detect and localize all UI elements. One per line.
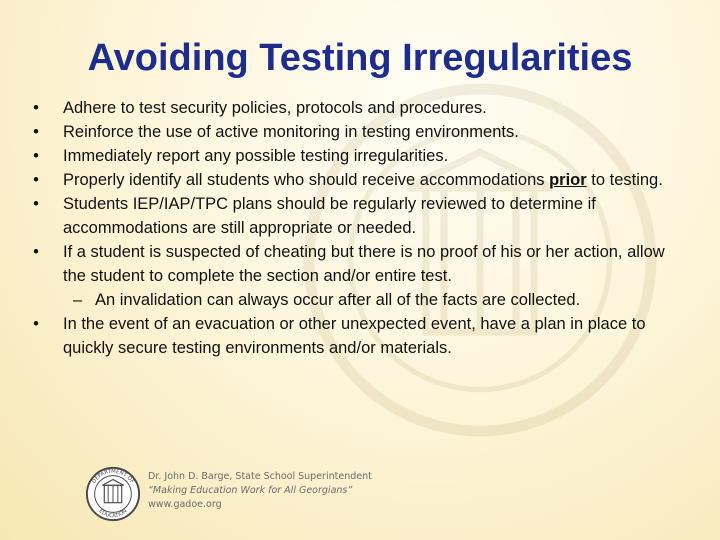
slogan-line: “Making Education Work for All Georgians” [148, 485, 353, 496]
bullet-icon: • [33, 147, 39, 165]
bullet-icon: • [33, 315, 39, 333]
slide-title: Avoiding Testing Irregularities [87, 37, 633, 79]
bullet-text: Students IEP/IAP/TPC plans should be regularly reviewed to determine if accommodations are still appropriate or needed. [63, 195, 596, 237]
bullet-icon: • [33, 99, 39, 117]
bullet-text-start: Properly identify all students who should receive accommodations [63, 171, 550, 189]
list-item [28, 120, 692, 144]
bullet-list [28, 96, 692, 360]
bullet-icon: • [33, 171, 39, 189]
list-item [28, 144, 692, 168]
seal-text-bottom: EDUCATION [97, 508, 129, 520]
bullet-text [63, 168, 692, 192]
bullet-text: If a student is suspected of cheating but there is no proof of his or her action, allow the student to complete the section and/or entire test. [63, 243, 665, 285]
superintendent-line: Dr. John D. Barge, State School Superintendent [148, 471, 372, 482]
bullet-text: In the event of an evacuation or other unexpected event, have a plan in place to quickly secure testing environments and/or materials. [63, 315, 646, 357]
website-link[interactable]: www.gadoe.org [148, 499, 222, 510]
list-item [28, 96, 692, 120]
list-item [28, 192, 692, 240]
footer-text [148, 470, 372, 512]
sub-bullet-text: An invalidation can always occur after all of the facts are collected. [95, 291, 581, 309]
bullet-icon: • [33, 243, 39, 261]
bullet-text: Adhere to test security policies, protocols and procedures. [63, 99, 487, 117]
bullet-text-end: to testing. [586, 171, 663, 189]
emphasis-prior: prior [549, 171, 587, 189]
bullet-text: Immediately report any possible testing irregularities. [63, 147, 449, 165]
sub-list-item [28, 288, 692, 312]
list-item [28, 312, 692, 360]
dash-icon: – [73, 291, 83, 309]
list-item [28, 240, 692, 288]
georgia-doe-seal-icon [84, 464, 142, 524]
list-item [28, 168, 692, 192]
bullet-text: Reinforce the use of active monitoring in testing environments. [63, 123, 519, 141]
bullet-icon: • [33, 195, 39, 213]
seal-text-top: DEPARTMENT OF [91, 468, 135, 485]
footer [84, 464, 384, 524]
bullet-icon: • [33, 123, 39, 141]
